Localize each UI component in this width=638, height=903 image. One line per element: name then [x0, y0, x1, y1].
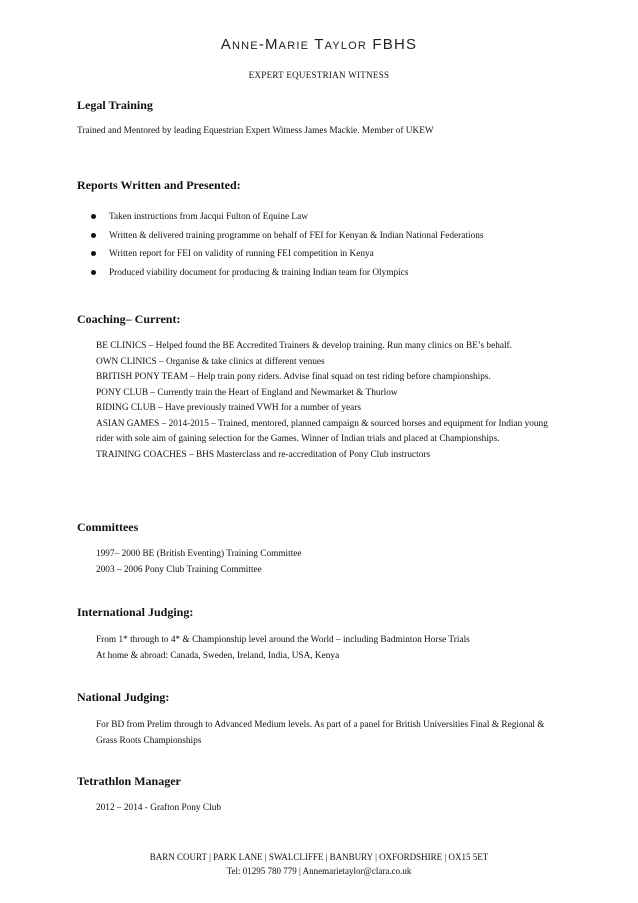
committee-line: 1997– 2000 BE (British Eventing) Training Committee	[96, 549, 302, 559]
list-item	[77, 264, 557, 283]
coaching-line: TRAINING COACHES – BHS Masterclass and re-accreditation of Pony Club instructors	[96, 449, 431, 460]
coaching-line: ASIAN GAMES – 2014-2015 – Trained, mentored, planned campaign & sourced horses and equipment for Indian young rider with sole aim of gaining selection for the Games. Winner of Indian trials and placed at Championships.	[96, 418, 548, 444]
coaching-line: RIDING CLUB – Have previously trained VWH for a number of years	[96, 403, 361, 413]
national-judging-text: For BD from Prelim through to Advanced Medium levels. As part of a panel for British Universities Final & Regional & Grass Roots Championships	[96, 720, 545, 746]
bullet-icon	[91, 251, 96, 256]
list-item-text: Taken instructions from Jacqui Fulton of Equine Law	[109, 212, 308, 222]
tetrathlon-section	[77, 774, 557, 817]
tetrathlon-text: 2012 – 2014 - Grafton Pony Club	[96, 803, 221, 813]
international-judging-heading: International Judging:	[77, 605, 194, 619]
international-judging-line: At home & abroad: Canada, Sweden, Ireland, India, USA, Kenya	[96, 650, 340, 661]
committees-lines	[77, 547, 557, 578]
committees-heading: Committees	[77, 520, 139, 534]
coaching-line: OWN CLINICS – Organise & take clinics at different venues	[96, 356, 325, 367]
committees-section	[77, 520, 557, 578]
list-item	[77, 208, 557, 227]
bullet-icon	[91, 214, 96, 219]
footer-address: BARN COURT | PARK LANE | SWALCLIFFE | BANBURY | OXFORDSHIRE | OX15 5ET	[149, 852, 489, 862]
reports-list	[77, 208, 557, 282]
list-item	[77, 227, 557, 246]
reports-section	[77, 178, 557, 282]
legal-training-section	[77, 98, 557, 140]
coaching-lines	[77, 339, 551, 463]
national-judging-section	[77, 690, 557, 749]
footer-contact: Tel: 01295 780 779 | Annemarietaylor@clara.co.uk	[226, 866, 412, 876]
international-judging-section	[77, 605, 557, 664]
coaching-line: PONY CLUB – Currently train the Heart of England and Newmarket & Thurlow	[96, 387, 398, 398]
list-item-text: Produced viability document for producing & training Indian team for Olympics	[109, 267, 409, 278]
national-judging-heading: National Judging:	[77, 690, 170, 704]
tetrathlon-body	[77, 801, 557, 817]
page-subtitle: EXPERT EQUESTRIAN WITNESS	[248, 70, 390, 80]
coaching-section	[77, 312, 557, 463]
legal-training-heading: Legal Training	[77, 98, 153, 112]
committee-line: 2003 – 2006 Pony Club Training Committee	[96, 564, 262, 575]
bullet-icon	[91, 233, 96, 238]
list-item	[77, 245, 557, 264]
list-item-text: Written report for FEI on validity of running FEI competition in Kenya	[109, 249, 374, 260]
coaching-heading: Coaching– Current:	[77, 312, 181, 326]
bullet-icon	[91, 270, 96, 275]
national-judging-body	[77, 718, 556, 749]
coaching-line: BRITISH PONY TEAM – Help train pony riders. Advise final squad on test riding before championships.	[96, 372, 491, 382]
international-judging-line: From 1* through to 4* & Championship level around the World – including Badminton Horse Trials	[96, 635, 470, 645]
page-title: Anne-Marie Taylor FBHS	[220, 36, 418, 53]
coaching-line: BE CLINICS – Helped found the BE Accredited Trainers & develop training. Run many clinics on BE’s behalf.	[96, 341, 512, 351]
legal-training-text: Trained and Mentored by leading Equestrian Expert Witness James Mackie. Member of UKEW	[77, 126, 434, 136]
list-item-text: Written & delivered training programme on behalf of FEI for Kenyan & Indian National Federations	[109, 230, 484, 241]
tetrathlon-heading: Tetrathlon Manager	[77, 774, 181, 788]
international-judging-lines	[77, 633, 557, 664]
reports-heading: Reports Written and Presented:	[77, 178, 241, 192]
